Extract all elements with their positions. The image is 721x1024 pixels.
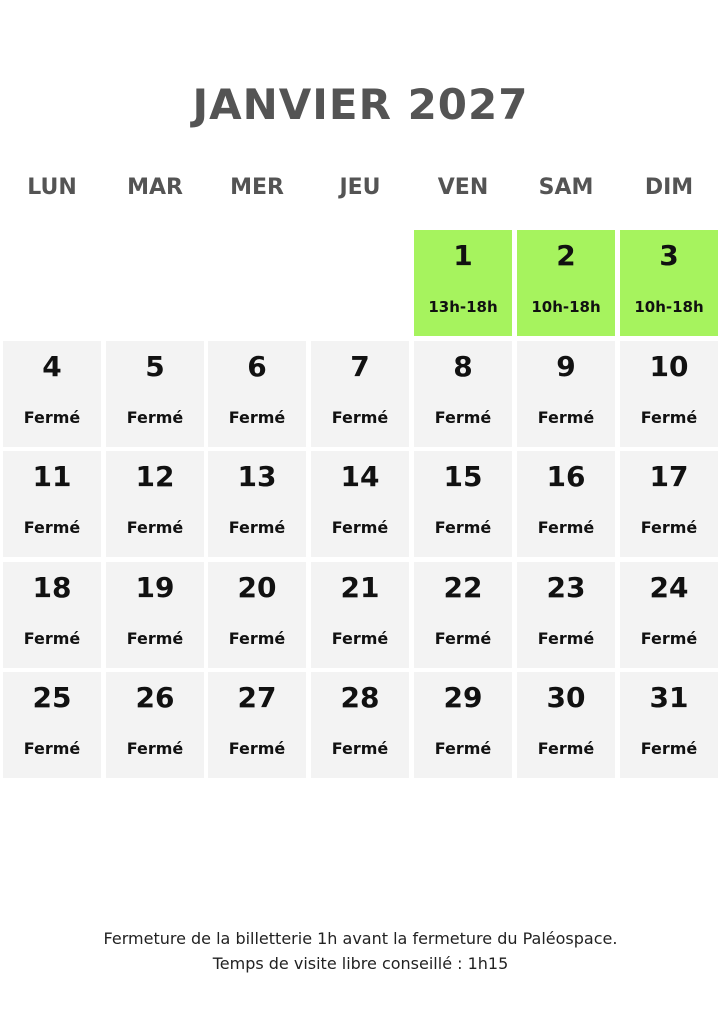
weekday-mer: MER (230, 175, 284, 200)
day-number: 1 (453, 239, 473, 272)
day-hours: Fermé (126, 629, 184, 648)
day-cell-28 (311, 672, 409, 778)
day-hours: Fermé (640, 629, 698, 648)
day-hours: Fermé (23, 408, 81, 427)
day-number: 8 (453, 350, 473, 383)
day-cell-21 (311, 562, 409, 668)
day-number: 27 (237, 681, 277, 714)
day-hours: 13h-18h (428, 298, 498, 316)
day-hours: Fermé (126, 739, 184, 758)
day-hours: Fermé (23, 518, 81, 537)
day-hours: 10h-18h (531, 298, 601, 316)
day-number: 13 (237, 460, 277, 493)
day-cell-15 (414, 451, 512, 557)
day-cell-23 (517, 562, 615, 668)
day-hours: Fermé (537, 739, 595, 758)
calendar-title: JANVIER 2027 (192, 80, 529, 129)
day-cell-8 (414, 341, 512, 447)
day-number: 9 (556, 350, 576, 383)
day-cell-29 (414, 672, 512, 778)
day-number: 11 (32, 460, 72, 493)
day-number: 2 (556, 239, 576, 272)
day-cell-13 (208, 451, 306, 557)
day-cell-3 (620, 230, 718, 336)
day-cell-9 (517, 341, 615, 447)
day-cell-26 (106, 672, 204, 778)
day-cell-4 (3, 341, 101, 447)
day-hours: Fermé (331, 518, 389, 537)
day-number: 30 (546, 681, 586, 714)
day-cell-31 (620, 672, 718, 778)
day-number: 5 (145, 350, 165, 383)
day-cell-14 (311, 451, 409, 557)
day-hours: Fermé (537, 408, 595, 427)
day-number: 16 (546, 460, 586, 493)
calendar-grid (3, 230, 718, 781)
day-hours: Fermé (228, 629, 286, 648)
weekday-mar: MAR (127, 175, 183, 200)
day-cell-10 (620, 341, 718, 447)
day-number: 28 (340, 681, 380, 714)
day-number: 22 (443, 571, 483, 604)
day-hours: Fermé (228, 408, 286, 427)
day-cell-7 (311, 341, 409, 447)
day-number: 3 (659, 239, 679, 272)
day-hours: 10h-18h (634, 298, 704, 316)
day-hours: Fermé (228, 739, 286, 758)
day-number: 14 (340, 460, 380, 493)
day-cell-20 (208, 562, 306, 668)
footer-note (0, 926, 721, 976)
day-number: 29 (443, 681, 483, 714)
day-number: 19 (135, 571, 175, 604)
day-hours: Fermé (331, 629, 389, 648)
day-number: 6 (247, 350, 267, 383)
day-number: 31 (649, 681, 689, 714)
day-number: 21 (340, 571, 380, 604)
day-hours: Fermé (228, 518, 286, 537)
day-hours: Fermé (640, 408, 698, 427)
day-hours: Fermé (126, 408, 184, 427)
day-number: 12 (135, 460, 175, 493)
day-cell-17 (620, 451, 718, 557)
day-cell-6 (208, 341, 306, 447)
day-hours: Fermé (434, 629, 492, 648)
day-number: 18 (32, 571, 72, 604)
day-number: 20 (237, 571, 277, 604)
day-cell-19 (106, 562, 204, 668)
day-cell-11 (3, 451, 101, 557)
day-number: 26 (135, 681, 175, 714)
day-hours: Fermé (434, 739, 492, 758)
day-hours: Fermé (434, 518, 492, 537)
day-hours: Fermé (640, 739, 698, 758)
day-cell-12 (106, 451, 204, 557)
day-cell-5 (106, 341, 204, 447)
day-hours: Fermé (434, 408, 492, 427)
day-cell-24 (620, 562, 718, 668)
day-hours: Fermé (537, 629, 595, 648)
day-hours: Fermé (23, 629, 81, 648)
day-hours: Fermé (331, 408, 389, 427)
weekday-header (3, 170, 718, 206)
day-number: 24 (649, 571, 689, 604)
weekday-sam: SAM (538, 175, 594, 200)
day-cell-25 (3, 672, 101, 778)
weekday-jeu: JEU (339, 175, 381, 200)
day-hours: Fermé (23, 739, 81, 758)
day-hours: Fermé (331, 739, 389, 758)
weekday-dim: DIM (644, 175, 694, 200)
day-cell-18 (3, 562, 101, 668)
day-cell-30 (517, 672, 615, 778)
day-cell-27 (208, 672, 306, 778)
day-number: 23 (546, 571, 586, 604)
day-hours: Fermé (640, 518, 698, 537)
visit-duration-note: Temps de visite libre conseillé : 1h15 (212, 954, 509, 973)
day-cell-22 (414, 562, 512, 668)
weekday-lun: LUN (27, 175, 77, 200)
day-number: 25 (32, 681, 72, 714)
day-cell-1 (414, 230, 512, 336)
ticket-office-note: Fermeture de la billetterie 1h avant la fermeture du Paléospace. (103, 929, 618, 948)
day-number: 10 (649, 350, 689, 383)
day-hours: Fermé (537, 518, 595, 537)
day-number: 15 (443, 460, 483, 493)
day-hours: Fermé (126, 518, 184, 537)
day-number: 4 (42, 350, 62, 383)
day-number: 17 (649, 460, 689, 493)
weekday-ven: VEN (437, 175, 489, 200)
day-cell-2 (517, 230, 615, 336)
day-cell-16 (517, 451, 615, 557)
day-number: 7 (350, 350, 370, 383)
